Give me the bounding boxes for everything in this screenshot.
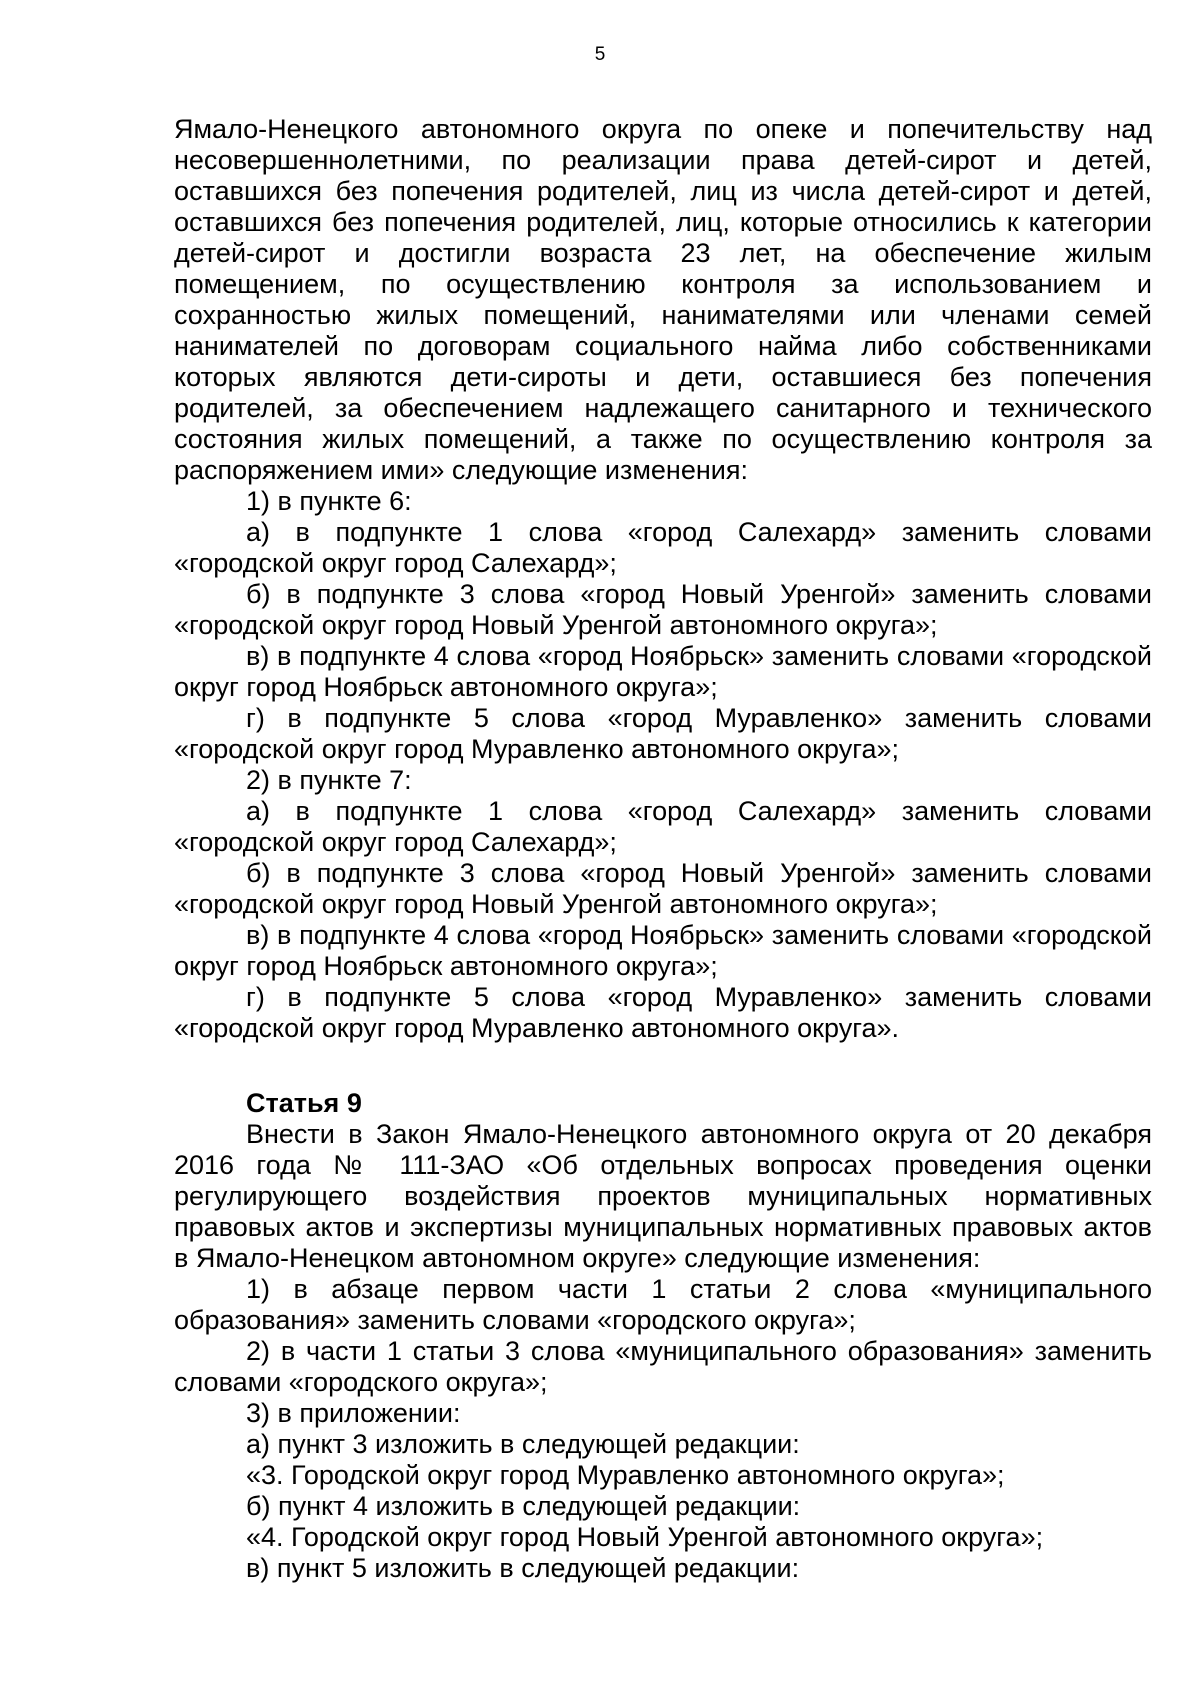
paragraph-article9-intro: Внести в Закон Ямало-Ненецкого автономного округа от 20 декабря 2016 года № 111-ЗАО «Об отдельных вопросах проведения оценки регулирующего воздействия проектов муниципальных нормативных правовых актов и экспертизы муниципальных нормативных правовых актов в Ямало-Ненецком автономном округе» следующие изменения: [174, 1119, 1152, 1273]
paragraph-item-2g: г) в подпункте 5 слова «город Муравленко» заменить словами «городской округ город Муравленко автономного округа». [174, 982, 1152, 1043]
paragraph-item-1a: а) в подпункте 1 слова «город Салехард» заменить словами «городской округ город Салехард»; [174, 517, 1152, 578]
paragraph-article9-item-3v: в) пункт 5 изложить в следующей редакции: [246, 1553, 800, 1583]
paragraph-item-1v: в) в подпункте 4 слова «город Ноябрьск» заменить словами «городской округ город Ноябрьск автономного округа»; [174, 641, 1152, 702]
document-body [174, 114, 1152, 1584]
paragraph-item-1: 1) в пункте 6: [246, 486, 412, 516]
paragraph-item-2b: б) в подпункте 3 слова «город Новый Уренгой» заменить словами «городской округ город Новый Уренгой автономного округа»; [174, 858, 1152, 919]
paragraph-item-1g: г) в подпункте 5 слова «город Муравленко» заменить словами «городской округ город Муравленко автономного округа»; [174, 703, 1152, 764]
paragraph-article9-item-3: 3) в приложении: [246, 1398, 461, 1428]
paragraph-item-2: 2) в пункте 7: [246, 765, 412, 795]
article-heading: Статья 9 [246, 1088, 362, 1118]
paragraph-item-2a: а) в подпункте 1 слова «город Салехард» заменить словами «городской округ город Салехард»; [174, 796, 1152, 857]
paragraph-item-2v: в) в подпункте 4 слова «город Ноябрьск» заменить словами «городской округ город Ноябрьск автономного округа»; [174, 920, 1152, 981]
paragraph-item-1b: б) в подпункте 3 слова «город Новый Уренгой» заменить словами «городской округ город Новый Уренгой автономного округа»; [174, 579, 1152, 640]
paragraph-article9-item-3a: а) пункт 3 изложить в следующей редакции: [246, 1429, 800, 1459]
section-spacer [174, 1044, 1152, 1088]
page-number: 5 [594, 44, 606, 65]
paragraph-intro: Ямало-Ненецкого автономного округа по опеке и попечительству над несовершеннолетними, по реализации права детей-сирот и детей, оставшихся без попечения родителей, лиц из числа детей-сирот и детей, оставшихся без попечения родителей, лиц, которые относились к категории детей-сирот и достигли возраста 23 лет, на обеспечение жилым помещением, по осуществлению контроля за использованием и сохранностью жилых помещений, нанимателями или членами семей нанимателей по договорам социального найма либо собственниками которых являются дети-сироты и дети, оставшиеся без попечения родителей, за обеспечением надлежащего санитарного и технического состояния жилых помещений, а также по осуществлению контроля за распоряжением ими» следующие изменения: [174, 114, 1152, 485]
paragraph-article9-item-2: 2) в части 1 статьи 3 слова «муниципального образования» заменить словами «городского округа»; [174, 1336, 1152, 1397]
paragraph-article9-item-1: 1) в абзаце первом части 1 статьи 2 слова «муниципального образования» заменить словами «городского округа»; [174, 1274, 1152, 1335]
paragraph-article9-quote-4: «4. Городской округ город Новый Уренгой автономного округа»; [246, 1522, 1044, 1552]
paragraph-article9-quote-3: «3. Городской округ город Муравленко автономного округа»; [246, 1460, 1005, 1490]
paragraph-article9-item-3b: б) пункт 4 изложить в следующей редакции: [246, 1491, 801, 1521]
